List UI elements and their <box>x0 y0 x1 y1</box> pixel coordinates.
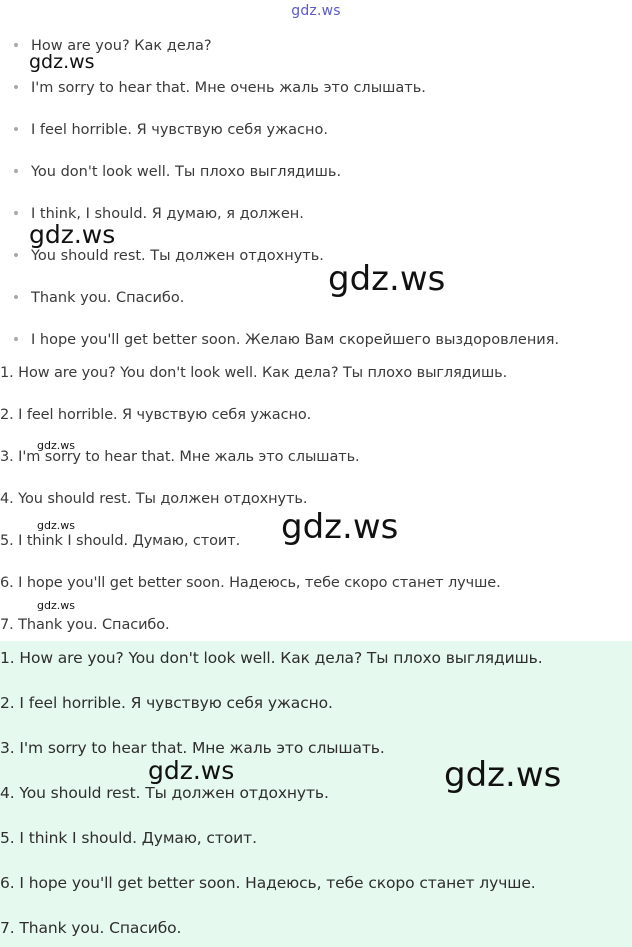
watermark: gdz.ws <box>29 220 116 249</box>
watermark: gdz.ws <box>37 519 75 532</box>
highlighted-item: 5. I think I should. Думаю, стоит. <box>0 829 257 847</box>
highlighted-item: 1. How are you? You don't look well. Как дела? Ты плохо выглядишь. <box>0 649 543 667</box>
watermark: gdz.ws <box>444 755 562 795</box>
highlighted-item: 4. You should rest. Ты должен отдохнуть. <box>0 784 329 802</box>
bullet-item <box>14 248 324 264</box>
bullet-text: I think, I should. Я думаю, я должен. <box>31 206 304 222</box>
bullet-item <box>14 332 559 348</box>
bullet-dot-icon <box>14 127 18 131</box>
bullet-item <box>14 164 341 180</box>
highlighted-item: 3. I'm sorry to hear that. Мне жаль это слышать. <box>0 739 385 757</box>
watermark: gdz.ws <box>281 507 399 547</box>
numbered-item: 7. Thank you. Спасибо. <box>0 617 170 633</box>
watermark: gdz.ws <box>37 439 75 452</box>
bullet-dot-icon <box>14 85 18 89</box>
bullet-dot-icon <box>14 295 18 299</box>
bullet-text: You don't look well. Ты плохо выглядишь. <box>31 164 342 180</box>
bullet-text: How are you? Как дела? <box>31 38 212 54</box>
watermark: gdz.ws <box>328 259 446 299</box>
numbered-item: 2. I feel horrible. Я чувствую себя ужасно. <box>0 407 312 423</box>
bullet-item <box>14 80 426 96</box>
numbered-item: 3. I'm sorry to hear that. Мне жаль это слышать. <box>0 449 360 465</box>
highlighted-item: 2. I feel horrible. Я чувствую себя ужасно. <box>0 694 333 712</box>
site-header-mark[interactable]: gdz.ws <box>291 3 341 19</box>
numbered-item: 1. How are you? You don't look well. Как дела? Ты плохо выглядишь. <box>0 365 508 381</box>
highlighted-item: 6. I hope you'll get better soon. Надеюсь, тебе скоро станет лучше. <box>0 874 536 892</box>
bullet-text: I hope you'll get better soon. Желаю Вам скорейшего выздоровления. <box>31 332 560 348</box>
bullet-dot-icon <box>14 253 18 257</box>
bullet-text: I'm sorry to hear that. Мне очень жаль это слышать. <box>31 80 426 96</box>
bullet-dot-icon <box>14 337 18 341</box>
watermark: gdz.ws <box>37 599 75 612</box>
bullet-text: Thank you. Спасибо. <box>31 290 185 306</box>
highlighted-item: 7. Thank you. Спасибо. <box>0 919 182 937</box>
bullet-text: You should rest. Ты должен отдохнуть. <box>31 248 324 264</box>
numbered-item: 4. You should rest. Ты должен отдохнуть. <box>0 491 308 507</box>
bullet-dot-icon <box>14 169 18 173</box>
numbered-item: 5. I think I should. Думаю, стоит. <box>0 533 241 549</box>
bullet-dot-icon <box>14 43 18 47</box>
bullet-dot-icon <box>14 211 18 215</box>
watermark: gdz.ws <box>148 756 235 785</box>
bullet-item <box>14 122 328 138</box>
numbered-item: 6. I hope you'll get better soon. Надеюсь, тебе скоро станет лучше. <box>0 575 501 591</box>
watermark: gdz.ws <box>29 51 95 73</box>
bullet-item <box>14 290 184 306</box>
bullet-text: I feel horrible. Я чувствую себя ужасно. <box>31 122 328 138</box>
